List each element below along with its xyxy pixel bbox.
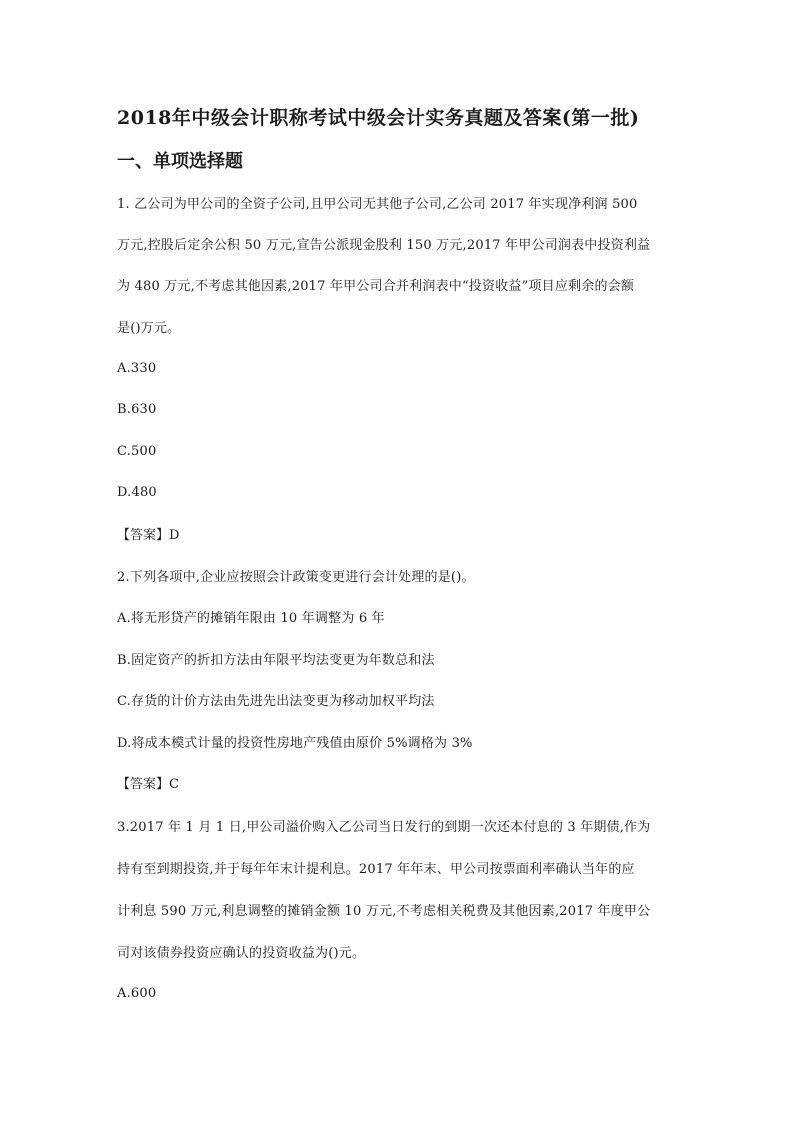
question-2-stem-line-1: 2.下列各项中,企业应按照会计政策变更进行会计处理的是()。 [117,570,475,585]
question-1-option-c: C.500 [117,444,157,459]
question-2-option-b: B.固定资产的折扣方法由年限平均法变更为年数总和法 [117,653,435,668]
question-1-option-d: D.480 [117,485,157,500]
question-2-option-c: C.存货的计价方法由先进先出法变更为移动加权平均法 [117,694,435,709]
question-3-option-a: A.600 [117,986,157,1001]
question-1-stem-line-3: 为 480 万元,不考虑其他因素,2017 年甲公司合并利润表中“投资收益”项目应剩余的会额 [117,279,635,294]
question-1-stem-line-4: 是()万元。 [117,321,181,336]
question-1-stem-line-1: 1. 乙公司为甲公司的全资子公司,且甲公司无其他子公司,乙公司 2017 年实现净利润 500 [117,197,638,212]
question-1-answer: 【答案】D [117,528,180,543]
question-3-stem-line-3: 计利息 590 万元,利息调整的摊销金额 10 万元,不考虑相关税费及其他因素,2017 年度甲公 [117,904,651,919]
question-3-stem-line-4: 司对该债券投资应确认的投资收益为()元。 [117,946,366,961]
question-2-option-d: D.将成本模式计量的投资性房地产残值由原价 5%调格为 3% [117,736,473,751]
section-heading: 一、单项选择题 [117,151,243,172]
question-3-stem-line-1: 3.2017 年 1 月 1 日,甲公司溢价购入乙公司当日发行的到期一次还本付息的 3 年期债,作为 [117,820,651,835]
question-2-answer: 【答案】C [117,777,179,792]
question-1-stem-line-2: 万元,控股后定余公积 50 万元,宣告公派现金股利 150 万元,2017 年甲公司润表中投资利益 [117,238,651,253]
document-title: 2018年中级会计职称考试中级会计实务真题及答案(第一批) [117,107,640,129]
question-2-option-a: A.将无形贷产的摊销年限由 10 年调整为 6 年 [117,611,385,626]
question-1-option-a: A.330 [117,361,157,376]
question-3-stem-line-2: 持有至到期投资,并于每年年末计提利息。2017 年年末、甲公司按票面利率确认当年的应 [117,862,635,877]
question-1-option-b: B.630 [117,402,157,417]
